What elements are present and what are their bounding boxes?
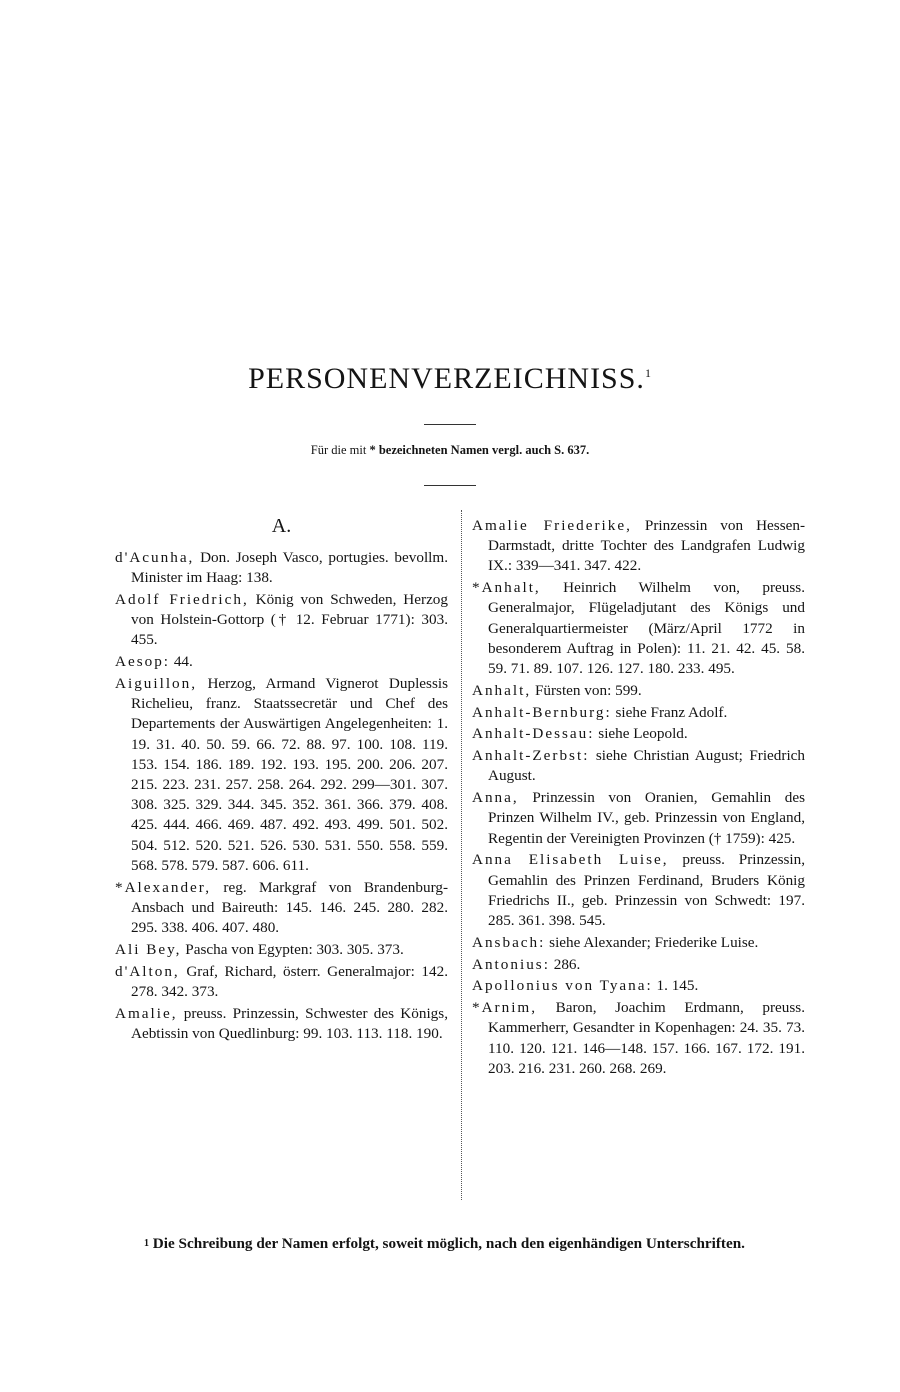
entry-name: Aesop: <box>115 653 171 671</box>
left-column <box>115 548 448 1046</box>
entry-text: siehe Christian August; Friedrich August. <box>488 747 805 785</box>
entry-text: reg. Markgraf von Brandenburg-Ansbach und Baireuth: 145. 146. 245. 280. 282. 295. 338. 406. 407. 480. <box>131 878 448 937</box>
entry-text: König von Schweden, Herzog von Holstein-Gottorp († 12. Februar 1771): 303. 455. <box>131 591 448 649</box>
index-entry <box>472 933 805 953</box>
entry-name: Anhalt-Bernburg: <box>472 703 612 721</box>
index-entry <box>115 878 448 939</box>
footnote-text: Die Schreibung der Namen erfolgt, soweit möglich, nach den eigenhändigen Unterschriften. <box>152 1235 745 1252</box>
column-divider <box>461 510 462 1200</box>
page-title-text: PERSONENVERZEICHNISS. <box>248 362 645 395</box>
entry-text: Baron, Joachim Erdmann, preuss. Kammerherr, Gesandter in Kopenhagen: 24. 35. 73. 110. 120. 121. 146—148. 157. 166. 167. 172. 191. 203. 216. 231. 260. 268. 269. <box>488 999 805 1077</box>
index-entry <box>115 674 448 876</box>
entry-name: Anhalt-Dessau: <box>472 725 595 743</box>
entry-name: Amalie, <box>115 1004 178 1022</box>
entry-text: 44. <box>170 653 193 671</box>
entry-name: d'Acunha, <box>115 549 195 566</box>
bottom-rule <box>424 485 476 486</box>
entry-text: Graf, Richard, österr. Generalmajor: 142. 278. 342. 373. <box>131 962 448 1000</box>
index-entry <box>472 850 805 931</box>
index-entry <box>115 548 448 588</box>
footnote <box>110 1234 800 1254</box>
entry-text: 1. 145. <box>652 977 699 995</box>
footnote-mark: 1 <box>144 1238 149 1249</box>
entry-name: *Alexander, <box>115 878 212 896</box>
entry-text: Prinzessin von Oranien, Gemahlin des Prinzen Wilhelm IV., geb. Prinzessin von England, Regentin der Vereinigten Provinzen († 1759): 425. <box>488 789 805 847</box>
entry-name: Apollonius von Tyana: <box>472 977 653 995</box>
entry-text: Pascha von Egypten: 303. 305. 373. <box>181 940 404 958</box>
index-entry <box>472 976 805 996</box>
index-entry <box>472 746 805 786</box>
entry-name: Antonius: <box>472 955 550 973</box>
entry-text: Fürsten von: 599. <box>531 681 642 699</box>
entry-name: Adolf Friedrich, <box>115 591 249 608</box>
entry-name: Amalie Friederike, <box>472 517 632 534</box>
entry-text: 286. <box>549 955 581 973</box>
index-entry <box>472 681 805 701</box>
entry-text: siehe Alexander; Friederike Luise. <box>545 933 759 951</box>
index-entry <box>472 788 805 849</box>
entry-name: Ali Bey, <box>115 940 182 958</box>
entry-text: siehe Franz Adolf. <box>611 703 728 721</box>
index-entry <box>472 516 805 577</box>
entry-name: Ansbach: <box>472 933 546 951</box>
entry-text: preuss. Prinzessin, Schwester des Königs, Aebtissin von Quedlinburg: 99. 103. 113. 118. 190. <box>131 1004 448 1042</box>
top-rule <box>424 424 476 425</box>
subtitle-note <box>0 443 900 458</box>
entry-name: *Arnim, <box>472 999 538 1017</box>
index-entry <box>115 962 448 1002</box>
entry-name: d'Alton, <box>115 962 180 980</box>
entry-text: Don. Joseph Vasco, portugies. bevollm. Minister im Haag: 138. <box>131 549 448 587</box>
entry-name: Anhalt, <box>472 681 532 699</box>
index-entry <box>115 1004 448 1044</box>
entry-text: Prinzessin von Hessen-Darmstadt, dritte Tochter des Landgrafen Ludwig IX.: 339—341. 347. 422. <box>488 517 805 575</box>
index-entry <box>472 724 805 744</box>
entry-name: Anna Elisabeth Luise, <box>472 851 669 869</box>
entry-name: Anhalt-Zerbst: <box>472 747 590 765</box>
entry-name: Aiguillon, <box>115 675 198 692</box>
entry-name: *Anhalt, <box>472 579 541 597</box>
page-title <box>0 362 900 396</box>
entry-text: Heinrich Wilhelm von, preuss. Generalmajor, Flügeladjutant des Königs und Generalquartiermeister (März/April 1772 in besonderem Auftrag in Polen): 11. 21. 42. 45. 58. 59. 71. 89. 107. 126. 127. 180. 233. 495. <box>488 579 805 678</box>
index-entry <box>115 652 448 672</box>
entry-name: Anna, <box>472 789 519 807</box>
section-letter: A. <box>271 515 292 537</box>
title-footnote-mark: 1 <box>644 366 652 380</box>
index-entry <box>472 578 805 679</box>
index-entry <box>472 955 805 975</box>
index-entry <box>472 703 805 723</box>
index-entry <box>472 998 805 1079</box>
subtitle-rest: * bezeichneten Namen vergl. auch S. 637. <box>369 443 590 457</box>
right-column <box>472 516 805 1081</box>
entry-text: preuss. Prinzessin, Gemahlin des Prinzen Ferdinand, Bruders König Friedrichs II., geb. Prinzessin von Schwedt: 197. 285. 361. 398. 545. <box>488 851 805 930</box>
entry-text: siehe Leopold. <box>594 725 688 743</box>
index-entry <box>115 590 448 651</box>
entry-text: Herzog, Armand Vignerot Duplessis Richelieu, franz. Staatssecretär und Chef des Departements der Auswärtigen Angelegenheiten: 1. 19. 31. 40. 50. 59. 66. 72. 88. 97. 100. 108. 119. 153. 154. 186. 189. 192. 193. 195. 200. 206. 207. 215. 223. 231. 257. 258. 264. 292. 299—301. 307. 308. 325. 329. 344. 345. 352. 361. 366. 379. 408. 425. 444. 466. 469. 487. 492. 493. 499. 501. 502. 504. 512. 520. 521. 526. 530. 531. 550. 558. 559. 568. 578. 579. 587. 606. 611. <box>131 675 448 874</box>
index-entry <box>115 940 448 960</box>
subtitle-lead: Für die mit <box>310 443 367 457</box>
